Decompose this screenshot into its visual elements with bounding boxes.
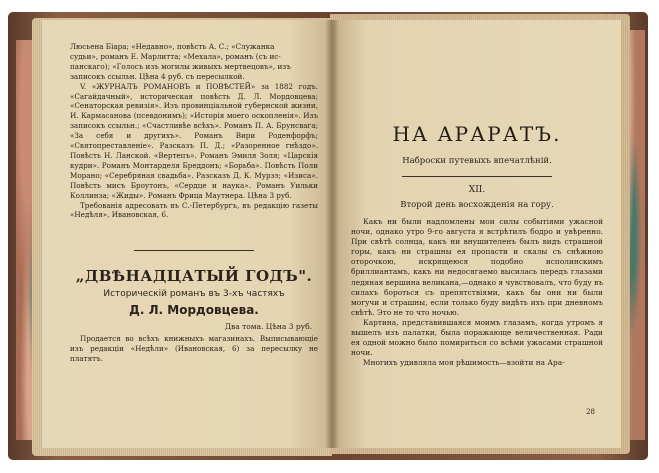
list-line: Люсьена Біара; «Недавно», повѣсть А. С.; «Служанка (70, 42, 275, 51)
divider (402, 176, 552, 177)
list-line: панскаго); «Голосъ изъ могилы живыхъ мертвецовъ», изъ (70, 61, 291, 71)
chapter-title: Второй день восхожденія на гору. (400, 200, 554, 210)
requests-paragraph: Требованія адресовать въ С.-Петербургъ, въ редакцію газеты «Недѣля», Ивановская, 6. (70, 200, 318, 220)
heading-subtitle: Наброски путевыхъ впечатлѣній. (402, 156, 552, 166)
ad-price: Два тома. Цѣна 3 руб. (224, 322, 312, 332)
sale-paragraph: Продается во всѣхъ книжныхъ магазинахъ. Выписывающіе изъ редакціи «Недѣли» (Ивановская, 6) за пересылку не платятъ. (70, 334, 318, 364)
ad-sale-text (70, 334, 318, 364)
left-page (42, 20, 332, 448)
body-paragraph: Какъ ни были надломлены мои силы событіями ужасной ночи, однако утро 9-го августа я встрѣтилъ бодро и увѣренно. При свѣтѣ солнца, какъ ни внушителенъ былъ видъ страшной горы, какъ ни страшны ея пропасти и скалы съ снѣжною оторочкою, искрящеюся подобно исполинскимъ бриллиантамъ, какъ ни недосягаемо высилась передъ глазами ледяная вершина великана,—однако я чувствовалъ, что буду въ силахъ бороться съ препятствіями, какъ бы они ни были могучи и страшны, если только буду видѣть ихъ при дневномъ свѣтѣ. Это не то что ночью. (351, 217, 603, 317)
book-gutter (325, 20, 339, 448)
body-paragraph: Многихъ удивляла моя рѣшимость—взойти на Ара- (363, 358, 565, 368)
ad-subtitle: Историческій романъ въ 3-хъ частяхъ (103, 289, 285, 300)
right-page (333, 20, 621, 448)
book-list (70, 42, 318, 220)
divider (134, 250, 254, 251)
page-number: 28 (586, 408, 595, 416)
journal-paragraph: V. «ЖУРНАЛЪ РОМАНОВЪ и ПОВѢСТЕЙ» за 1882 годъ. «Сагайдачный», историческая повѣсть Д. Л. Мордовцева; «Сенаторская ревизія». Изъ провинціальной губернской жизни, И. Кармасанова (псевдонимъ); «Исторія моего оскопленія». Изъ записокъ ссыльн.; «Счастливѣе всѣхъ». Романъ П. А. Брунсвага; «За себя и другихъ». Романъ Вири Роденфорфъ; «Святопреставленіе». Разсказъ П. Д.; «Разоренное гнѣздо». Повѣсть Н. Ланской. «Вертепъ». Романъ Эмиля Золя; «Царскія кудри». Романъ Монтарделя Бреддонъ; «Борьба». Повѣсть Поли Морано; «Серебряная свадьба». Разсказъ Д. К. Мурзэ; «Изиса». Повѣсть мисъ Броутонъ, «Сердце и наука». Романъ Уильки Коллинза; «Жиды». Романъ Фрица Маутнера. Цѣна 3 руб. (70, 81, 318, 200)
chapter-heading: НА АРАРАТЪ. (392, 122, 562, 146)
chapter-number: XII. (468, 185, 486, 195)
list-line: судьи», романъ Е. Марлитта; «Мехала», романъ (съ ис- (70, 51, 281, 61)
ad-author: Д. Л. Мордовцева. (129, 303, 259, 318)
ad-title: „ДВѢНАДЦАТЫЙ ГОДЪ". (75, 267, 313, 286)
body-text (351, 217, 603, 368)
body-paragraph: Картина, представившаяся моимъ глазамъ, когда утромъ я вышелъ изъ палатки, была поражающе величественная. Ради ея одной можно было помириться со всѣми ужасами страшной ночи. (351, 317, 603, 358)
list-line: записокъ ссыльн. Цѣна 4 руб. съ пересылкой. (70, 71, 245, 81)
